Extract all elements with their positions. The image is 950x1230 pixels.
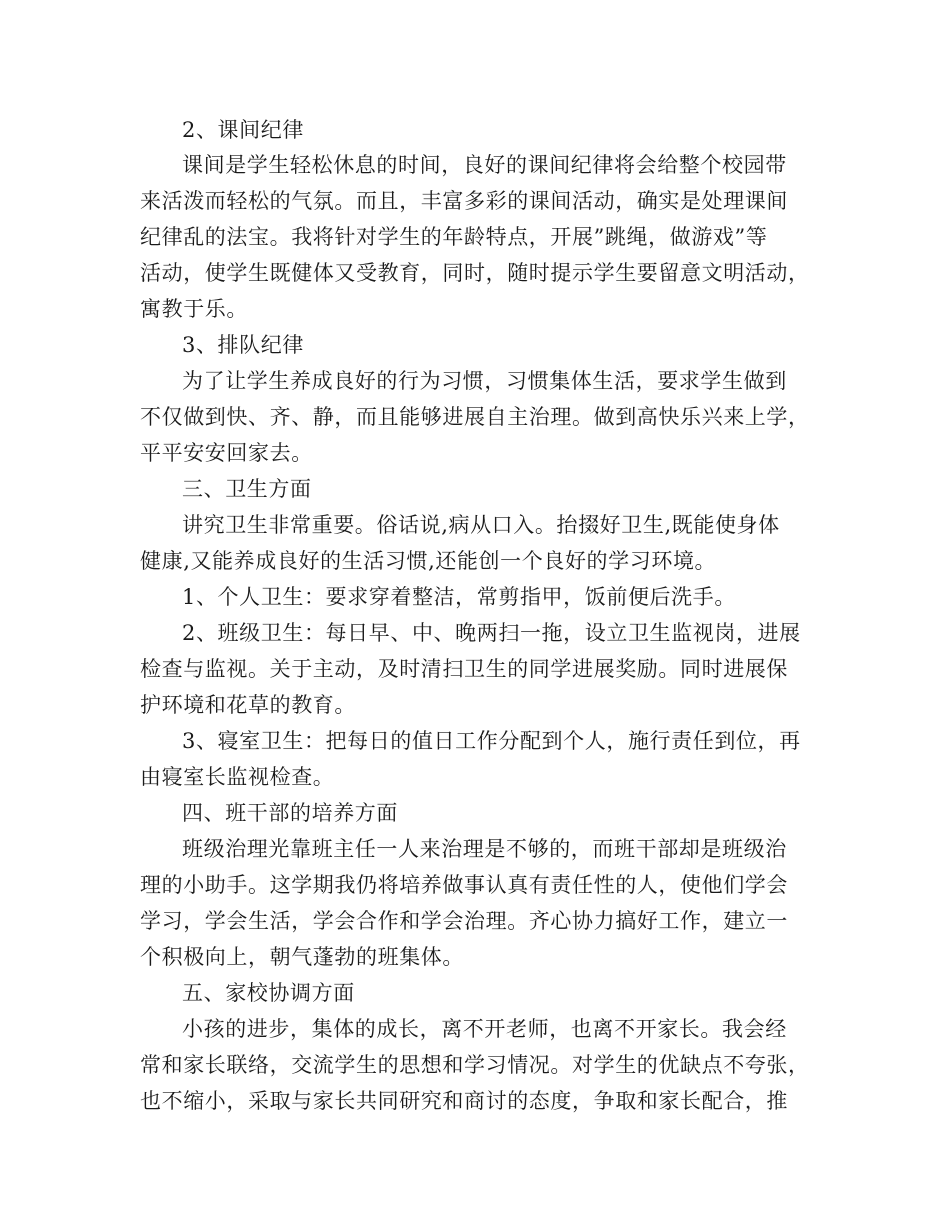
text-line: 小孩的进步，集体的成长，离不开老师，也离不开家长。我会经 (182, 1017, 787, 1041)
text-line: 学习，学会生活，学会合作和学会治理。齐心协力搞好工作，建立一 (140, 909, 788, 933)
text-line: 纪律乱的法宝。我将针对学生的年龄特点，开展”跳绳，做游戏”等 (140, 225, 768, 249)
text-line: 常和家长联络，交流学生的思想和学习情况。对学生的优缺点不夸张， (140, 1053, 810, 1077)
text-line: 平平安安回家去。 (140, 441, 313, 465)
heading-hygiene: 三、卫生方面 (182, 477, 312, 501)
text-line: 也不缩小，采取与家长共同研究和商讨的态度，争取和家长配合，推 (140, 1089, 788, 1113)
text-line: 课间是学生轻松休息的时间，良好的课间纪律将会给整个校园带 (182, 153, 787, 177)
text-line: 1、个人卫生：要求穿着整洁，常剪指甲，饭前便后洗手。 (182, 585, 736, 609)
text-line: 班级治理光靠班主任一人来治理是不够的，而班干部却是班级治 (182, 837, 787, 861)
text-line: 活动，使学生既健体又受教育，同时，随时提示学生要留意文明活动， (140, 261, 810, 285)
text-line: 讲究卫生非常重要。俗话说,病从口入。抬掇好卫生,既能使身体 (182, 513, 780, 537)
text-line: 理的小助手。这学期我仍将培养做事认真有责任性的人，使他们学会 (140, 873, 788, 897)
heading-class-cadres: 四、班干部的培养方面 (182, 801, 398, 825)
text-line: 来活泼而轻松的气氛。而且，丰富多彩的课间活动，确实是处理课间 (140, 189, 788, 213)
text-line: 检查与监视。关于主动，及时清扫卫生的同学进展奖励。同时进展保 (140, 657, 788, 681)
text-line: 寓教于乐。 (140, 297, 248, 321)
heading-recess-discipline: 2、课间纪律 (182, 118, 304, 142)
text-line: 不仅做到快、齐、静，而且能够进展自主治理。做到高快乐兴来上学， (140, 405, 810, 429)
text-line: 2、班级卫生：每日早、中、晚两扫一拖，设立卫生监视岗，进展 (182, 621, 801, 645)
text-line: 3、寝室卫生：把每日的值日工作分配到个人，施行责任到位，再 (182, 729, 801, 753)
heading-queue-discipline: 3、排队纪律 (182, 333, 304, 357)
text-line: 为了让学生养成良好的行为习惯，习惯集体生活，要求学生做到 (182, 369, 787, 393)
text-line: 个积极向上，朝气蓬勃的班集体。 (140, 945, 464, 969)
text-line: 健康,又能养成良好的生活习惯,还能创一个良好的学习环境。 (140, 549, 717, 573)
text-line: 护环境和花草的教育。 (140, 693, 356, 717)
heading-home-school: 五、家校协调方面 (182, 981, 355, 1005)
text-line: 由寝室长监视检查。 (140, 765, 335, 789)
